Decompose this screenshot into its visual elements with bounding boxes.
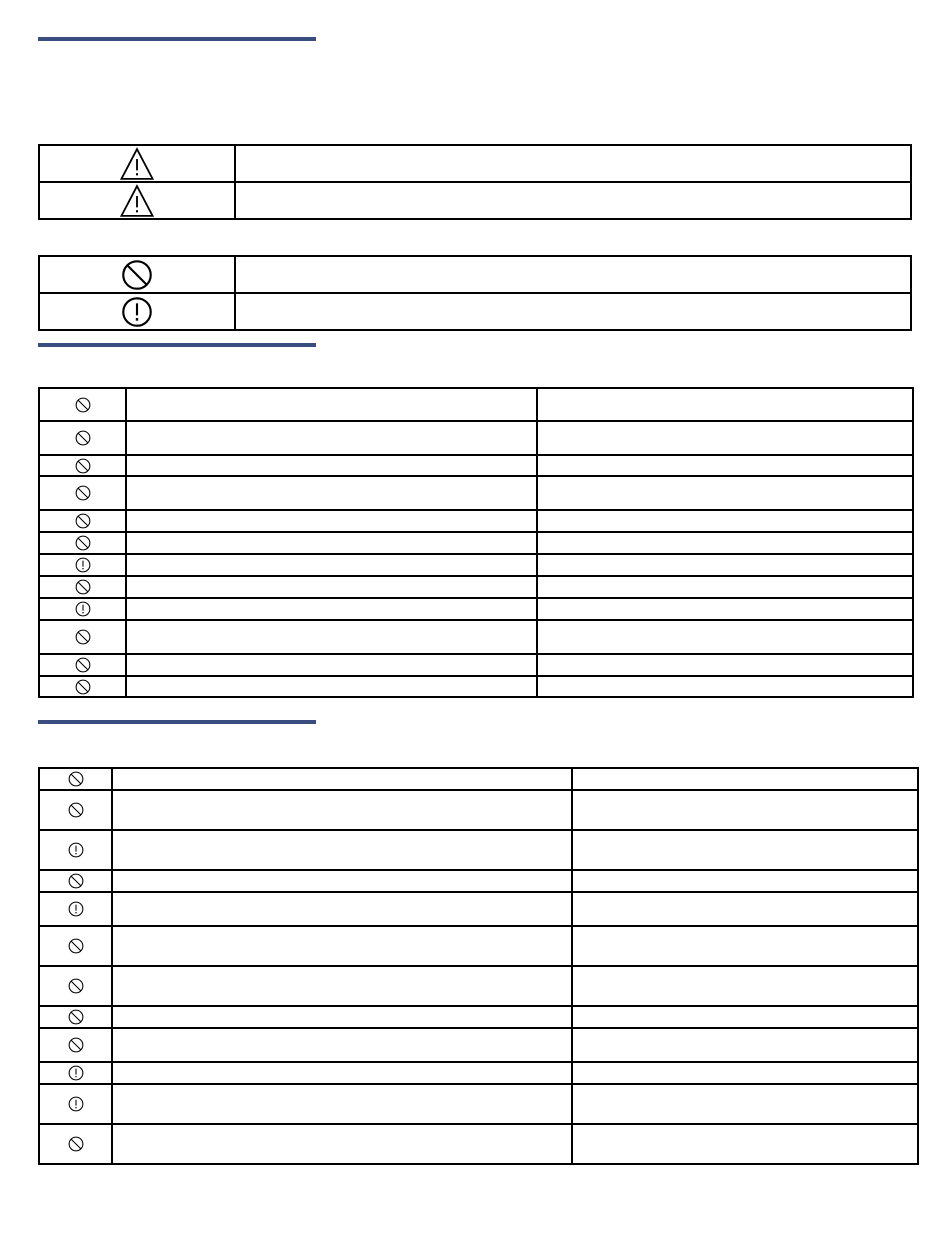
description-cell <box>126 554 537 576</box>
section-2-heading-rule <box>38 343 316 347</box>
description-cell <box>112 790 572 830</box>
mandatory-exclamation-icon <box>68 901 84 917</box>
description-cell <box>112 768 572 790</box>
description-cell <box>235 256 911 293</box>
detail-cell <box>537 455 913 476</box>
symbol-cell <box>39 256 235 293</box>
symbol-cell <box>39 926 112 966</box>
detail-cell <box>572 768 918 790</box>
description-cell <box>112 1084 572 1124</box>
detail-cell <box>572 830 918 870</box>
prohibited-icon <box>75 629 91 645</box>
symbol-cell <box>39 476 126 510</box>
prohibited-icon <box>75 657 91 673</box>
symbol-legend-table <box>38 255 912 331</box>
symbol-cell <box>39 532 126 554</box>
prohibited-icon <box>68 1009 84 1025</box>
table-row <box>39 926 918 966</box>
symbol-cell <box>39 388 126 421</box>
prohibited-icon <box>75 535 91 551</box>
symbol-cell <box>39 966 112 1006</box>
detail-cell <box>572 870 918 892</box>
table-row <box>39 654 913 676</box>
description-cell <box>112 892 572 926</box>
prohibited-icon <box>68 1037 84 1053</box>
table-row <box>39 455 913 476</box>
description-cell <box>126 620 537 654</box>
description-cell <box>126 455 537 476</box>
description-cell <box>126 654 537 676</box>
mandatory-exclamation-icon <box>121 296 153 328</box>
detail-cell <box>572 1124 918 1164</box>
mandatory-exclamation-icon <box>68 1065 84 1081</box>
symbol-cell <box>39 145 235 182</box>
detail-cell <box>572 1006 918 1028</box>
description-cell <box>112 926 572 966</box>
detail-cell <box>572 790 918 830</box>
prohibited-icon <box>68 978 84 994</box>
description-cell <box>235 145 911 182</box>
mandatory-exclamation-icon <box>75 557 91 573</box>
table-row <box>39 892 918 926</box>
detail-cell <box>572 926 918 966</box>
prohibited-icon <box>75 513 91 529</box>
description-cell <box>126 676 537 697</box>
hazard-level-legend-table <box>38 144 912 220</box>
prohibited-icon <box>75 485 91 501</box>
symbol-cell <box>39 182 235 219</box>
symbol-cell <box>39 654 126 676</box>
description-cell <box>126 421 537 455</box>
detail-cell <box>572 966 918 1006</box>
detail-cell <box>537 576 913 598</box>
description-cell <box>126 476 537 510</box>
precautions-table-2 <box>38 767 919 1165</box>
detail-cell <box>537 510 913 532</box>
symbol-cell <box>39 1124 112 1164</box>
table-row <box>39 576 913 598</box>
prohibited-icon <box>75 579 91 595</box>
prohibited-icon <box>68 873 84 889</box>
warning-triangle-icon <box>120 147 154 181</box>
prohibited-icon <box>121 259 153 291</box>
detail-cell <box>572 1084 918 1124</box>
prohibited-icon <box>68 938 84 954</box>
legend-row <box>39 256 911 293</box>
prohibited-icon <box>75 458 91 474</box>
symbol-cell <box>39 830 112 870</box>
detail-cell <box>537 620 913 654</box>
mandatory-exclamation-icon <box>68 842 84 858</box>
precautions-table-1 <box>38 387 914 698</box>
warning-triangle-icon <box>120 184 154 218</box>
legend-row <box>39 293 911 330</box>
prohibited-icon <box>68 802 84 818</box>
table-row <box>39 676 913 697</box>
symbol-cell <box>39 421 126 455</box>
legend-row <box>39 182 911 219</box>
prohibited-icon <box>75 430 91 446</box>
table-row <box>39 598 913 620</box>
detail-cell <box>537 476 913 510</box>
prohibited-icon <box>68 771 84 787</box>
detail-cell <box>537 532 913 554</box>
table-row <box>39 1006 918 1028</box>
table-row <box>39 768 918 790</box>
description-cell <box>112 830 572 870</box>
detail-cell <box>572 1062 918 1084</box>
section-1-heading-rule <box>38 37 316 41</box>
symbol-cell <box>39 768 112 790</box>
description-cell <box>126 388 537 421</box>
table-row <box>39 620 913 654</box>
description-cell <box>112 1062 572 1084</box>
prohibited-icon <box>68 1136 84 1152</box>
description-cell <box>235 293 911 330</box>
detail-cell <box>572 892 918 926</box>
prohibited-icon <box>75 679 91 695</box>
table-row <box>39 1084 918 1124</box>
symbol-cell <box>39 1084 112 1124</box>
symbol-cell <box>39 620 126 654</box>
table-row <box>39 830 918 870</box>
detail-cell <box>537 676 913 697</box>
symbol-cell <box>39 870 112 892</box>
description-cell <box>126 576 537 598</box>
table-row <box>39 1028 918 1062</box>
table-row <box>39 870 918 892</box>
description-cell <box>126 598 537 620</box>
symbol-cell <box>39 293 235 330</box>
mandatory-exclamation-icon <box>68 1096 84 1112</box>
description-cell <box>112 966 572 1006</box>
table-row <box>39 532 913 554</box>
symbol-cell <box>39 554 126 576</box>
detail-cell <box>537 421 913 455</box>
table-row <box>39 554 913 576</box>
description-cell <box>235 182 911 219</box>
symbol-cell <box>39 1062 112 1084</box>
description-cell <box>112 1124 572 1164</box>
symbol-cell <box>39 1006 112 1028</box>
symbol-cell <box>39 455 126 476</box>
table-row <box>39 510 913 532</box>
symbol-cell <box>39 576 126 598</box>
description-cell <box>112 1006 572 1028</box>
prohibited-icon <box>75 397 91 413</box>
description-cell <box>112 1028 572 1062</box>
mandatory-exclamation-icon <box>75 601 91 617</box>
symbol-cell <box>39 1028 112 1062</box>
detail-cell <box>537 598 913 620</box>
detail-cell <box>537 654 913 676</box>
detail-cell <box>537 388 913 421</box>
detail-cell <box>537 554 913 576</box>
symbol-cell <box>39 676 126 697</box>
table-row <box>39 1062 918 1084</box>
description-cell <box>126 510 537 532</box>
table-row <box>39 1124 918 1164</box>
description-cell <box>112 870 572 892</box>
symbol-cell <box>39 598 126 620</box>
symbol-cell <box>39 510 126 532</box>
section-3-heading-rule <box>38 720 316 724</box>
description-cell <box>126 532 537 554</box>
table-row <box>39 476 913 510</box>
symbol-cell <box>39 790 112 830</box>
symbol-cell <box>39 892 112 926</box>
table-row <box>39 388 913 421</box>
table-row <box>39 966 918 1006</box>
legend-row <box>39 145 911 182</box>
table-row <box>39 790 918 830</box>
table-row <box>39 421 913 455</box>
detail-cell <box>572 1028 918 1062</box>
